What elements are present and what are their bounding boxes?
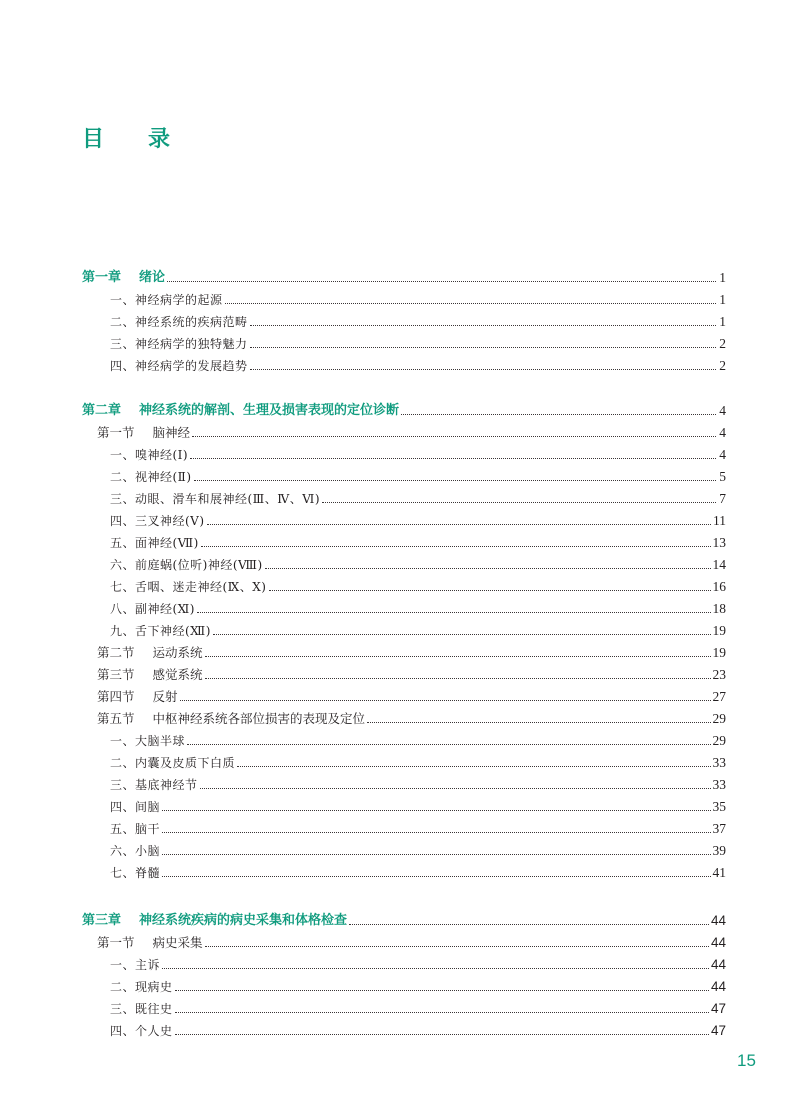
item-label: 四、神经病学的发展趋势 <box>110 359 248 373</box>
section-label: 第三节 感觉系统 <box>97 667 203 682</box>
item-label: 四、个人史 <box>110 1024 173 1038</box>
item-label: 一、嗅神经(Ⅰ) <box>110 448 189 462</box>
page-folio-number: 15 <box>737 1051 756 1070</box>
item-label: 三、基底神经节 <box>110 778 198 792</box>
toc-item[interactable] <box>110 796 726 818</box>
dot-leader <box>250 346 716 348</box>
dot-leader <box>192 435 716 437</box>
section-label: 第五节 中枢神经系统各部位损害的表现及定位 <box>97 711 366 726</box>
item-label: 一、大脑半球 <box>110 734 186 748</box>
item-label: 二、内囊及皮质下白质 <box>110 756 236 770</box>
page-number: 2 <box>719 336 726 351</box>
item-label: 三、动眼、滑车和展神经(Ⅲ、Ⅳ、Ⅵ) <box>110 492 320 506</box>
page-number: 7 <box>719 491 726 506</box>
item-label: 七、脊髓 <box>110 866 161 880</box>
dot-leader <box>205 945 709 947</box>
toc-item[interactable] <box>110 752 726 774</box>
toc-item[interactable] <box>110 818 726 840</box>
toc-item[interactable] <box>110 620 726 642</box>
toc-section-2-3[interactable] <box>97 664 726 686</box>
page-number: 4 <box>719 425 726 440</box>
toc-chapter-1[interactable] <box>82 267 726 289</box>
item-label: 五、面神经(Ⅶ) <box>110 536 199 550</box>
page-number: 33 <box>712 755 726 770</box>
dot-leader <box>190 457 716 459</box>
page-number: 47 <box>710 1001 726 1016</box>
page-number: 2 <box>719 358 726 373</box>
page-number: 19 <box>712 645 726 660</box>
title-char-1: 目 <box>82 127 105 152</box>
toc-item[interactable] <box>110 554 726 576</box>
toc-item[interactable] <box>110 333 726 355</box>
page-number: 41 <box>712 865 726 880</box>
item-label: 五、脑干 <box>110 822 161 836</box>
dot-leader <box>265 567 711 569</box>
toc-item[interactable] <box>110 488 726 510</box>
item-label: 一、神经病学的起源 <box>110 293 223 307</box>
page-number: 1 <box>719 314 726 329</box>
dot-leader <box>207 523 711 525</box>
item-label: 一、主诉 <box>110 958 161 972</box>
section-label: 第四节 反射 <box>97 689 178 704</box>
page-number: 19 <box>712 623 726 638</box>
page-number: 29 <box>712 733 726 748</box>
item-label: 三、既往史 <box>110 1002 173 1016</box>
toc-item[interactable] <box>110 1020 726 1042</box>
item-label: 九、舌下神经(Ⅻ) <box>110 624 211 638</box>
toc-item[interactable] <box>110 730 726 752</box>
page-number: 44 <box>710 913 726 928</box>
toc-item[interactable] <box>110 840 726 862</box>
dot-leader <box>349 923 709 925</box>
section-label: 第一节 脑神经 <box>97 425 191 440</box>
page-number: 18 <box>712 601 726 616</box>
page-number: 4 <box>719 447 726 462</box>
dot-leader <box>401 413 716 415</box>
item-label: 四、间脑 <box>110 800 161 814</box>
page-number: 11 <box>713 513 726 528</box>
toc-section-3-1[interactable] <box>97 932 726 954</box>
title-char-2: 录 <box>148 127 171 152</box>
page-number: 29 <box>712 711 726 726</box>
dot-leader <box>237 765 710 767</box>
toc-section-2-2[interactable] <box>97 642 726 664</box>
dot-leader <box>197 611 711 613</box>
toc-section-2-4[interactable] <box>97 686 726 708</box>
toc-item[interactable] <box>110 355 726 377</box>
page-number: 33 <box>712 777 726 792</box>
page-number: 44 <box>710 979 726 994</box>
page-number: 1 <box>719 270 726 285</box>
toc-item[interactable] <box>110 289 726 311</box>
dot-leader <box>162 875 710 877</box>
page-number: 44 <box>710 957 726 972</box>
toc-item[interactable] <box>110 532 726 554</box>
dot-leader <box>162 809 710 811</box>
toc-chapter-2[interactable] <box>82 400 726 422</box>
dot-leader <box>194 479 716 481</box>
dot-leader <box>205 677 711 679</box>
dot-leader <box>213 633 711 635</box>
dot-leader <box>180 699 711 701</box>
dot-leader <box>162 853 710 855</box>
dot-leader <box>367 721 710 723</box>
item-label: 二、视神经(Ⅱ) <box>110 470 192 484</box>
toc-item[interactable] <box>110 774 726 796</box>
dot-leader <box>175 1011 709 1013</box>
item-label: 四、三叉神经(Ⅴ) <box>110 514 205 528</box>
dot-leader <box>175 1033 709 1035</box>
item-label: 三、神经病学的独特魅力 <box>110 337 248 351</box>
toc-item[interactable] <box>110 862 726 884</box>
toc-item[interactable] <box>110 998 726 1020</box>
chapter-label: 第三章 神经系统疾病的病史采集和体格检查 <box>82 913 348 928</box>
dot-leader <box>225 302 716 304</box>
chapter-label: 第一章 绪论 <box>82 270 166 285</box>
page-number: 4 <box>719 403 726 418</box>
page-number: 1 <box>719 292 726 307</box>
toc-item[interactable] <box>110 466 726 488</box>
chapter-label: 第二章 神经系统的解剖、生理及损害表现的定位诊断 <box>82 403 400 418</box>
item-label: 六、小脑 <box>110 844 161 858</box>
item-label: 七、舌咽、迷走神经(Ⅸ、Ⅹ) <box>110 580 267 594</box>
dot-leader <box>201 545 711 547</box>
page-number: 47 <box>710 1023 726 1038</box>
dot-leader <box>205 655 711 657</box>
dot-leader <box>162 967 709 969</box>
page-number: 27 <box>712 689 726 704</box>
toc-item[interactable] <box>110 954 726 976</box>
dot-leader <box>269 589 711 591</box>
dot-leader <box>200 787 711 789</box>
page-number: 35 <box>712 799 726 814</box>
item-label: 二、现病史 <box>110 980 173 994</box>
dot-leader <box>162 831 710 833</box>
item-label: 六、前庭蜗(位听)神经(Ⅷ) <box>110 558 263 572</box>
page-title <box>82 122 170 153</box>
toc-item[interactable] <box>110 576 726 598</box>
toc-section-2-5[interactable] <box>97 708 726 730</box>
toc-item[interactable] <box>110 598 726 620</box>
dot-leader <box>187 743 710 745</box>
dot-leader <box>322 501 716 503</box>
dot-leader <box>175 989 709 991</box>
page-number: 39 <box>712 843 726 858</box>
page-number: 37 <box>712 821 726 836</box>
page-number: 16 <box>712 579 726 594</box>
toc-item[interactable] <box>110 510 726 532</box>
toc-section-2-1[interactable] <box>97 422 726 444</box>
page-number: 5 <box>719 469 726 484</box>
item-label: 八、副神经(Ⅺ) <box>110 602 195 616</box>
section-label: 第二节 运动系统 <box>97 645 203 660</box>
dot-leader <box>167 280 716 282</box>
page-number: 13 <box>712 535 726 550</box>
section-label: 第一节 病史采集 <box>97 935 203 950</box>
page-number: 14 <box>712 557 726 572</box>
toc-item[interactable] <box>110 311 726 333</box>
toc-item[interactable] <box>110 444 726 466</box>
toc-chapter-3[interactable] <box>82 910 726 932</box>
item-label: 二、神经系统的疾病范畴 <box>110 315 248 329</box>
dot-leader <box>250 368 716 370</box>
page-number: 23 <box>712 667 726 682</box>
page-number: 44 <box>710 935 726 950</box>
toc-item[interactable] <box>110 976 726 998</box>
dot-leader <box>250 324 716 326</box>
